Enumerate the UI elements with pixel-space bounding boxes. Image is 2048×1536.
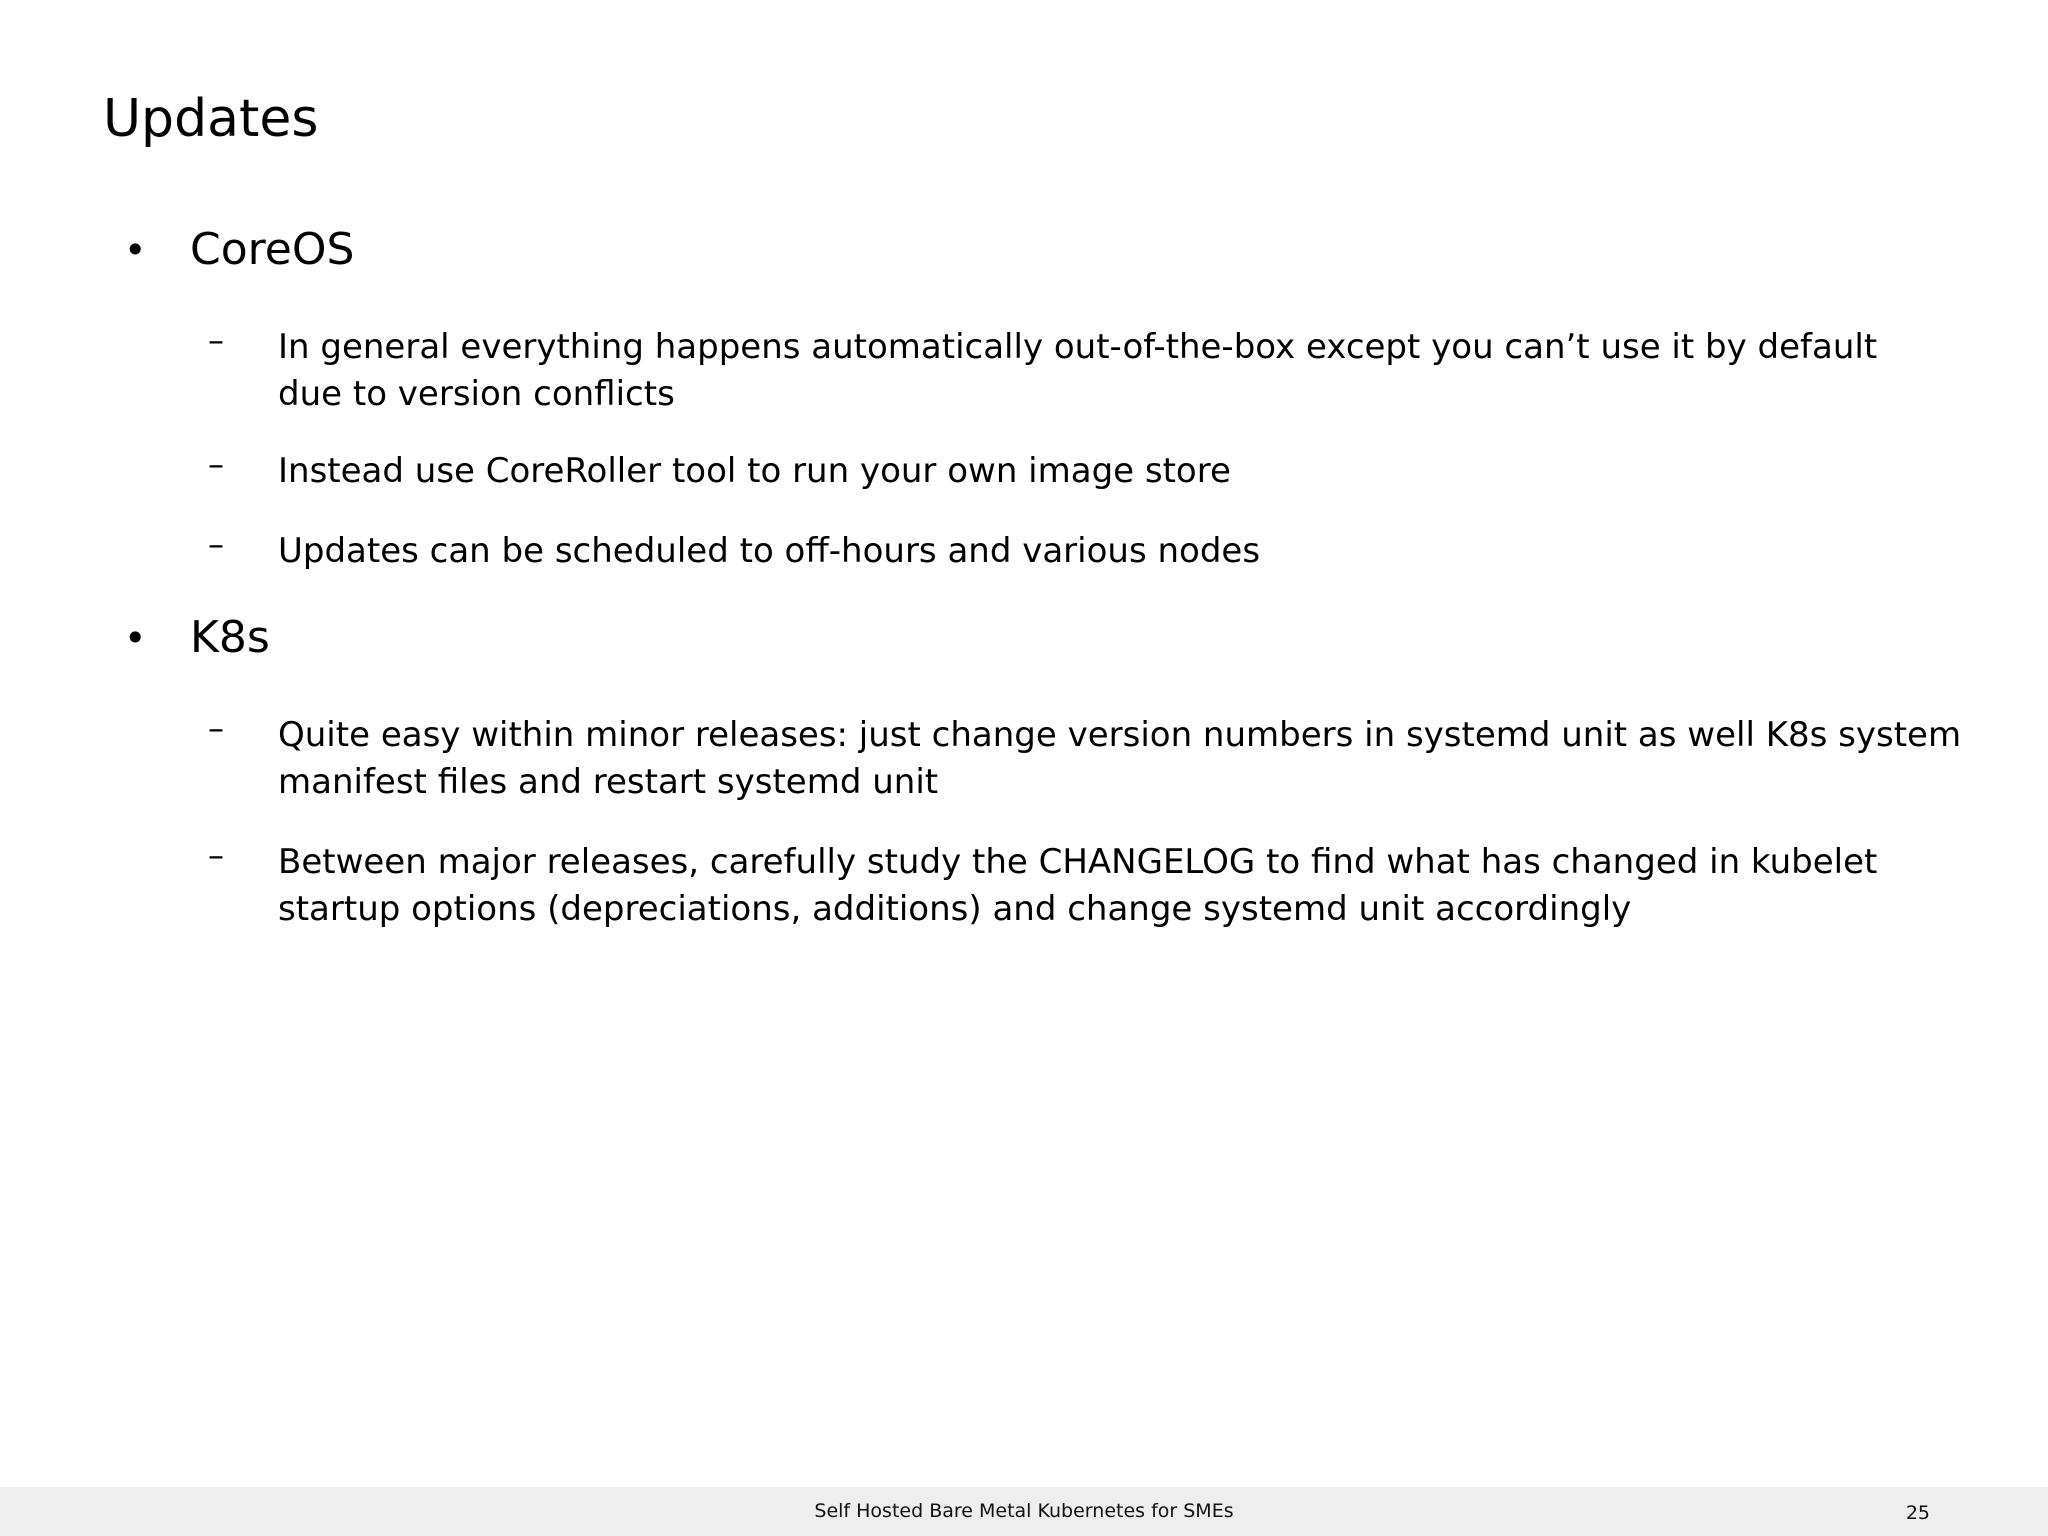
section-coreos <box>0 220 2048 280</box>
section-k8s <box>0 608 2048 668</box>
bullet-label: K8s <box>190 612 270 663</box>
sub-item-text: Instead use CoreRoller tool to run your own image store <box>278 451 1231 491</box>
bullet-k8s <box>0 608 2048 668</box>
sub-item-text: Quite easy within minor releases: just change version numbers in systemd unit as well K8s system manifest files and restart systemd unit <box>278 715 1962 802</box>
sub-item-text: Between major releases, carefully study the CHANGELOG to find what has changed in kubelet startup options (depreciations, additions) and change systemd unit accordingly <box>278 842 1878 929</box>
dash-icon: – <box>208 321 224 359</box>
sub-item-text: In general everything happens automatically out-of-the-box except you can’t use it by default due to version conflicts <box>278 327 1878 414</box>
page-number: 25 <box>1905 1502 1930 1524</box>
slide-title: Updates <box>103 89 319 149</box>
footer-title: Self Hosted Bare Metal Kubernetes for SMEs <box>814 1500 1234 1522</box>
footer-bar <box>0 1487 2048 1536</box>
bullet-coreos <box>0 220 2048 280</box>
bullet-icon: • <box>124 228 147 272</box>
bullet-label: CoreOS <box>190 224 355 275</box>
dash-icon: – <box>208 709 224 747</box>
sub-item-text: Updates can be scheduled to off-hours and various nodes <box>278 531 1261 571</box>
dash-icon: – <box>208 525 224 563</box>
dash-icon: – <box>208 836 224 874</box>
dash-icon: – <box>208 445 224 483</box>
bullet-icon: • <box>124 616 147 660</box>
